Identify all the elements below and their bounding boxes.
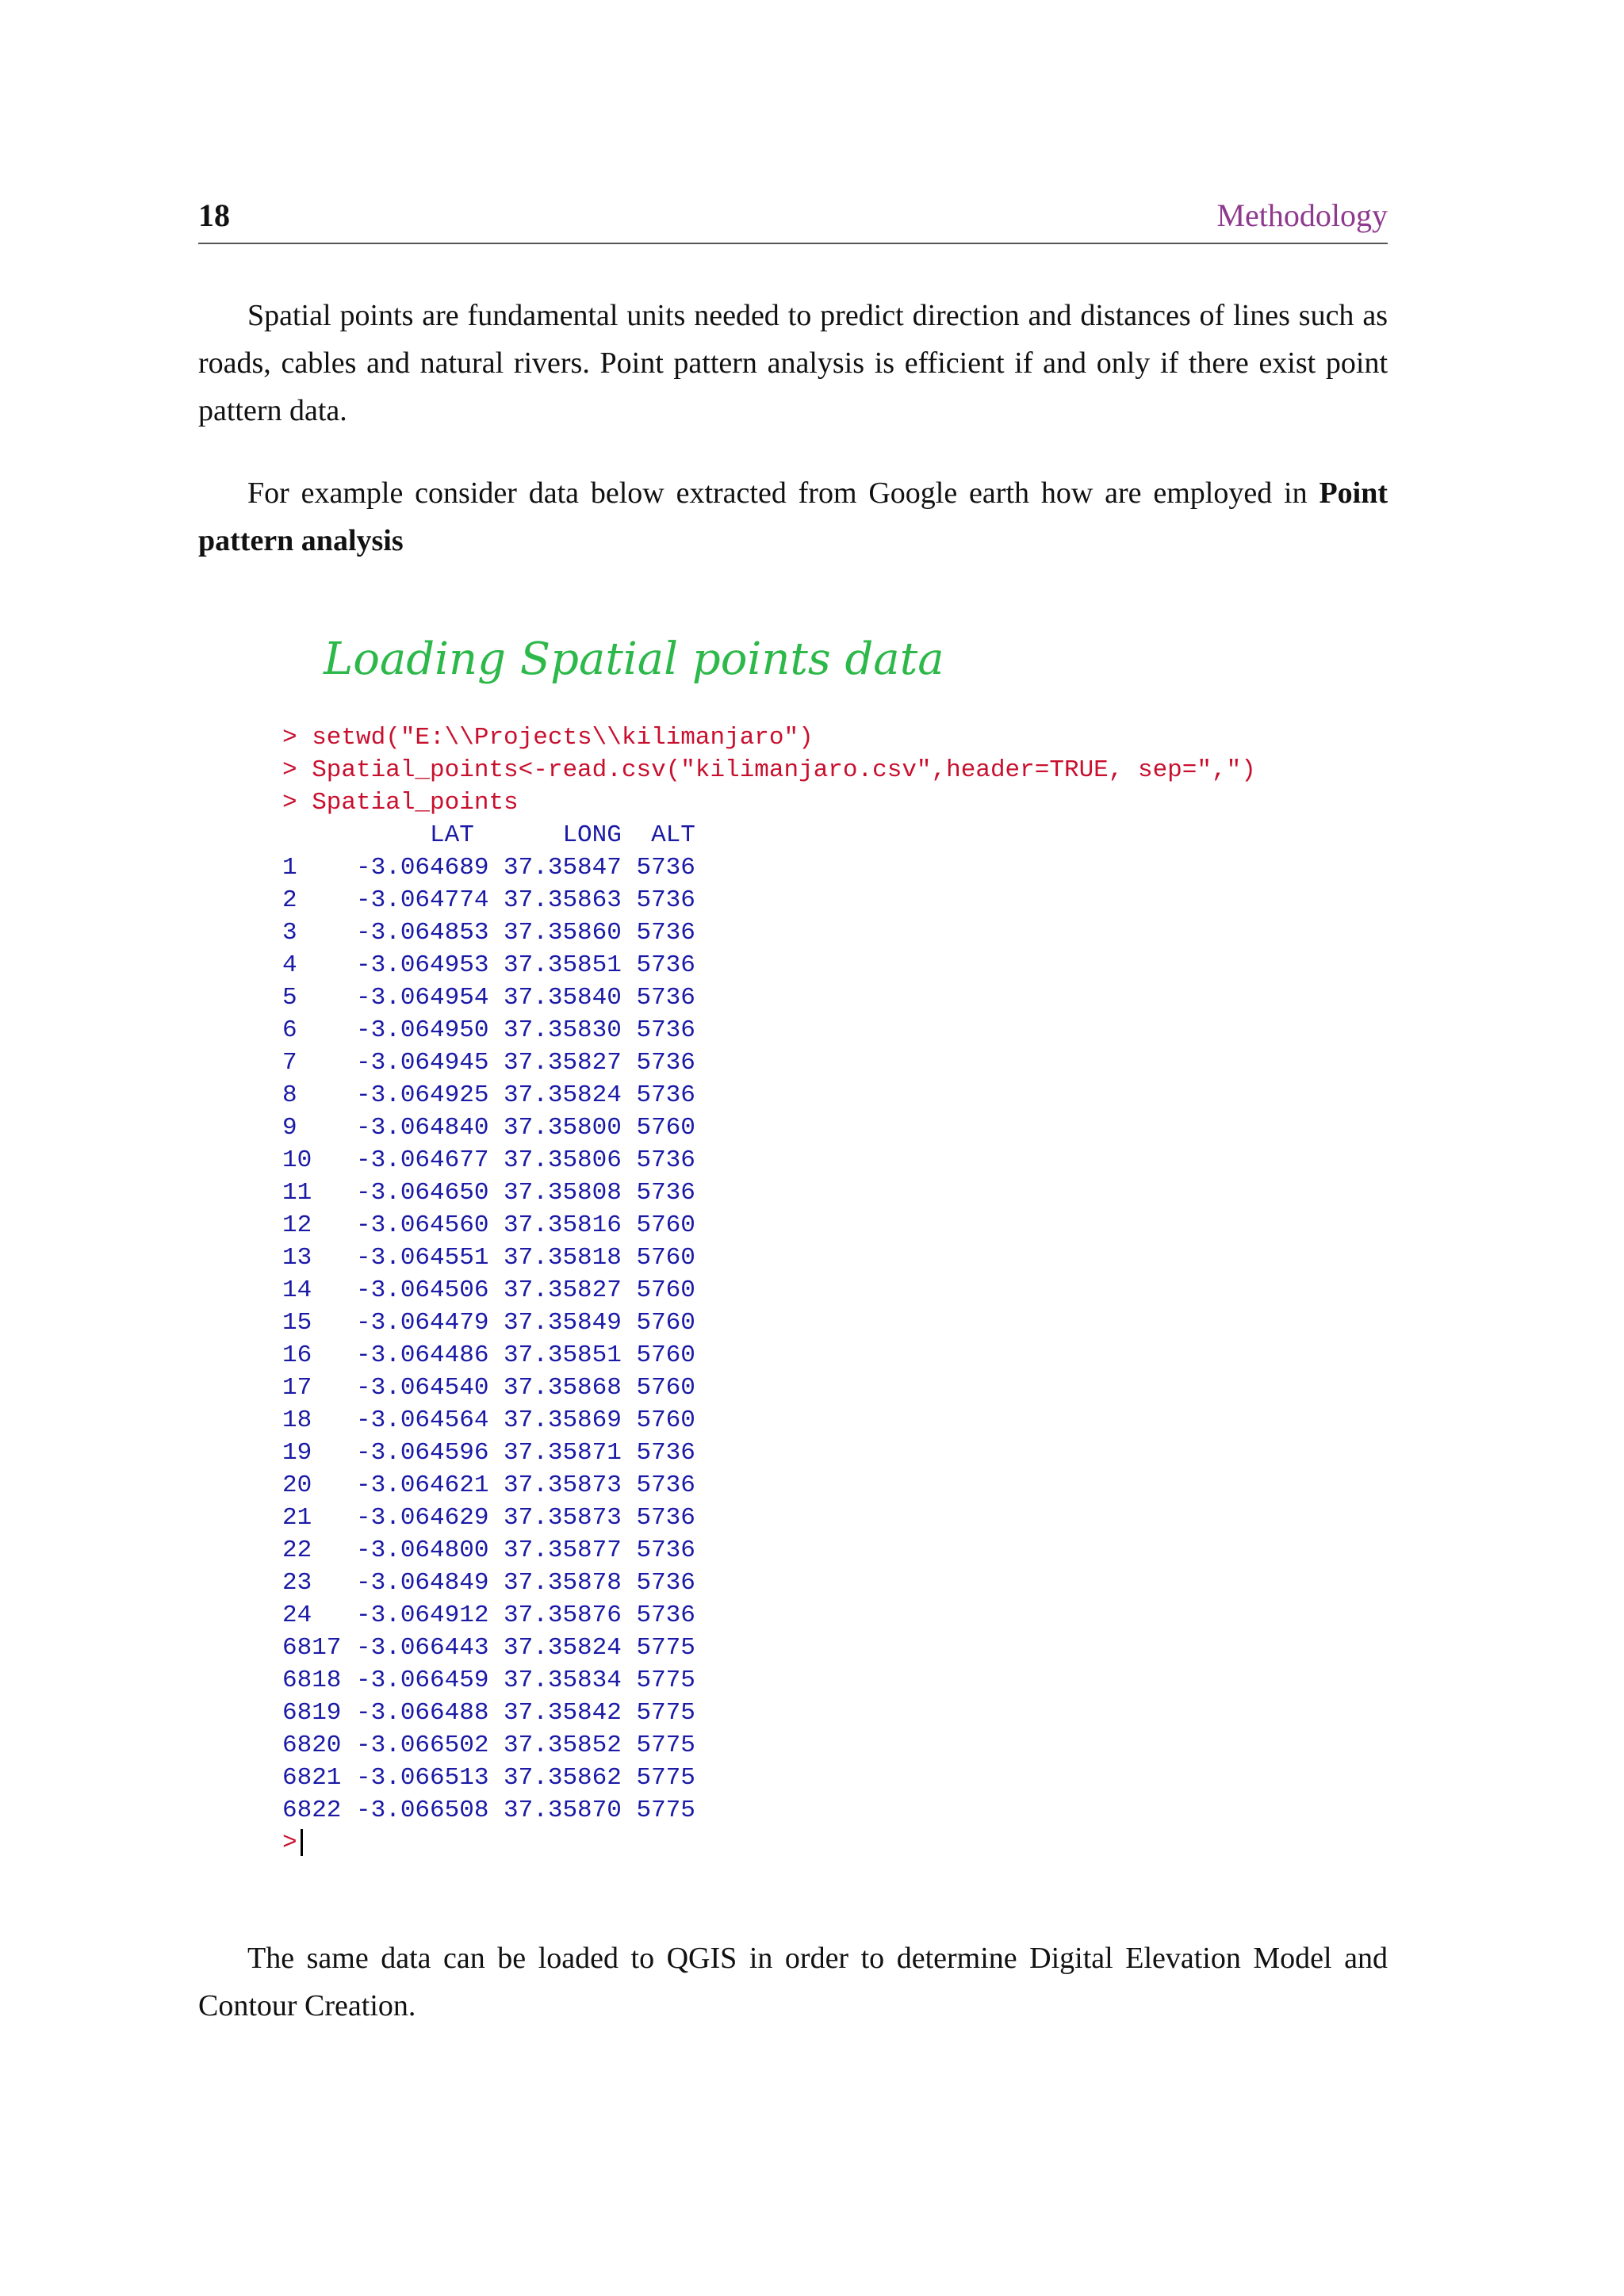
table-row: 20 -3.064621 37.35873 5736 bbox=[282, 1471, 695, 1499]
page-header bbox=[198, 197, 1388, 244]
table-row: 14 -3.064506 37.35827 5760 bbox=[282, 1276, 695, 1304]
table-row: 23 -3.064849 37.35878 5736 bbox=[282, 1569, 695, 1597]
table-row: 6822 -3.066508 37.35870 5775 bbox=[282, 1797, 695, 1824]
console-command-line: > Spatial_points<-read.csv("kilimanjaro.csv",header=TRUE, sep=",") bbox=[282, 756, 1256, 784]
table-row: 6820 -3.066502 37.35852 5775 bbox=[282, 1732, 695, 1759]
console-command-line: > Spatial_points bbox=[282, 789, 519, 817]
page-number: 18 bbox=[198, 197, 230, 233]
table-row: 2 -3.064774 37.35863 5736 bbox=[282, 886, 695, 914]
table-row: 12 -3.064560 37.35816 5760 bbox=[282, 1211, 695, 1239]
table-row: 11 -3.064650 37.35808 5736 bbox=[282, 1179, 695, 1207]
table-row: 4 -3.064953 37.35851 5736 bbox=[282, 951, 695, 979]
table-row: 13 -3.064551 37.35818 5760 bbox=[282, 1244, 695, 1272]
table-row: 16 -3.064486 37.35851 5760 bbox=[282, 1341, 695, 1369]
table-row: 6821 -3.066513 37.35862 5775 bbox=[282, 1764, 695, 1792]
paragraph-example bbox=[198, 469, 1388, 564]
table-row: 22 -3.064800 37.35877 5736 bbox=[282, 1536, 695, 1564]
chapter-title: Methodology bbox=[1216, 197, 1388, 233]
table-row: 18 -3.064564 37.35869 5760 bbox=[282, 1406, 695, 1434]
figure-title: Loading Spatial points data bbox=[324, 633, 944, 685]
table-row: 19 -3.064596 37.35871 5736 bbox=[282, 1439, 695, 1467]
console-prompt: > bbox=[282, 1829, 297, 1857]
r-console-output bbox=[282, 721, 1256, 1865]
table-row: 1 -3.064689 37.35847 5736 bbox=[282, 854, 695, 882]
table-row: 6819 -3.066488 37.35842 5775 bbox=[282, 1699, 695, 1727]
table-row: 24 -3.064912 37.35876 5736 bbox=[282, 1601, 695, 1629]
console-prompt-line[interactable] bbox=[282, 1827, 1256, 1865]
table-row: 21 -3.064629 37.35873 5736 bbox=[282, 1504, 695, 1532]
table-row: 10 -3.064677 37.35806 5736 bbox=[282, 1146, 695, 1174]
text-cursor bbox=[301, 1829, 303, 1856]
table-row: 8 -3.064925 37.35824 5736 bbox=[282, 1081, 695, 1109]
console-figure bbox=[270, 618, 1396, 1903]
paragraph-intro: Spatial points are fundamental units needed to predict direction and distances of lines such as roads, cables and natural rivers. Point pattern analysis is efficient if and only if there exist point pattern data. bbox=[198, 299, 1388, 427]
table-row: 6 -3.064950 37.35830 5736 bbox=[282, 1016, 695, 1044]
table-row: 17 -3.064540 37.35868 5760 bbox=[282, 1374, 695, 1402]
table-row: 6817 -3.066443 37.35824 5775 bbox=[282, 1634, 695, 1662]
console-command-line: > setwd("E:\\Projects\\kilimanjaro") bbox=[282, 724, 814, 752]
table-row: 5 -3.064954 37.35840 5736 bbox=[282, 984, 695, 1012]
paragraph-example-bold: Point pattern analysis bbox=[198, 476, 1388, 557]
table-row: 7 -3.064945 37.35827 5736 bbox=[282, 1049, 695, 1077]
table-row: 3 -3.064853 37.35860 5736 bbox=[282, 919, 695, 947]
table-row: 6818 -3.066459 37.35834 5775 bbox=[282, 1667, 695, 1694]
table-row: 15 -3.064479 37.35849 5760 bbox=[282, 1309, 695, 1337]
table-header-row: LAT LONG ALT bbox=[282, 821, 695, 849]
paragraph-example-text: For example consider data below extracted from Google earth how are employed in bbox=[247, 476, 1320, 510]
paragraph-conclusion: The same data can be loaded to QGIS in order to determine Digital Elevation Model and Contour Creation. bbox=[198, 1942, 1388, 2022]
table-row: 9 -3.064840 37.35800 5760 bbox=[282, 1114, 695, 1142]
